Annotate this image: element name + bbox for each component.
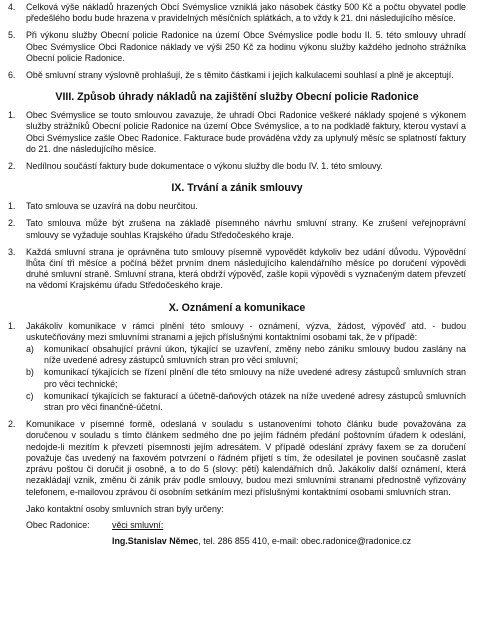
contacts-intro: Jako kontaktní osoby smluvních stran byly určeny: [26, 503, 224, 514]
numbered-item [8, 201, 466, 212]
contact-details: , tel. 286 855 410, e-mail: obec.radonice@radonice.cz [198, 536, 412, 547]
numbered-item [8, 110, 466, 155]
item-number: 2. [8, 161, 16, 172]
item-text: Komunikace v písemné formě, odeslaná v souladu s ustanoveními tohoto článku bude považována za doručenou v souladu s tímto článkem sedmého dne po jejím řádném předání poštovním úřadem k odeslání, nedojde-li mezitím k převzetí písemnosti jejím adresátem. V případě odeslání zprávy faxem se za doručení považuje čas uvedený na faxovém potvrzení o řádném přijetí s tím, že odesilatel je povinen současně zaslat zprávu poštou či doručit ji osobně, a to do 5 (slovy: pěti) kalendářních dnů. Jakákoliv další oznámení, která nezakládají vznik, změnu či zánik práv podle smlouvy, budou mezi smluvními stranami přednostně vyřizovány telefonem, e-mailovou zprávou či osobním setkáním mezi příslušnými kontaktními osobami smluvních stran. [26, 419, 466, 497]
item-number: 1. [8, 201, 16, 212]
item-number: 4. [8, 2, 16, 12]
item-text: Při výkonu služby Obecní policie Radonice na území Obce Svémyslice podle bodu II. 5. této smlouvy uhradí Obec Svémyslice Obci Radonice náklady ve výši 250 Kč za hodinu výkonu služby každého jednoho strážníka Obecní policie Radonice. [26, 30, 466, 63]
item-text: Nedílnou součástí faktury bude dokumentace o výkonu služby dle bodu IV. 1. této smlouvy. [26, 161, 383, 172]
item-number: 3. [8, 246, 16, 257]
item-text: Celková výše nákladů hrazených Obcí Svémyslice vzniklá jako násobek částky 500 Kč a počtu obyvatel podle předešlého bodu bude hrazena v pravidelných měsíčních splátkách, a to vždy k 21. dni následujícího měsíce. [26, 2, 466, 24]
sub-item-letter: c) [26, 390, 34, 401]
sub-item [26, 367, 466, 389]
section-heading-viii: VIII. Způsob úhrady nákladů na zajištění služby Obecní policie Radonice [55, 91, 419, 104]
sub-item [26, 391, 466, 413]
numbered-item [8, 419, 466, 497]
numbered-item [8, 247, 466, 292]
contact-category: věci smluvní: [112, 519, 164, 530]
item-body [26, 321, 466, 414]
numbered-item [8, 2, 466, 24]
item-number: 1. [8, 320, 16, 331]
sub-item-text: komunikací týkajících se fakturací a účetně-daňových otázek na níže uvedené adresy zástupců smluvních stran pro věci finančně-účetní. [44, 390, 466, 413]
contacts-block [26, 504, 466, 548]
numbered-item [8, 161, 466, 172]
item-text: Obec Svémyslice se touto smlouvou zavazuje, že uhradí Obci Radonice veškeré náklady spojené s výkonem služby strážníků Obecní policie Radonice na území Obce Svémyslice, a to na podkladě faktury, kterou vystaví a Obci Svémyslice zašle Obec Radonice. Fakturace bude prováděna vždy za uplynulý měsíc se splatností faktury do 21. dne následujícího měsíce. [26, 110, 466, 154]
contact-detail-row [26, 536, 466, 547]
contact-row [26, 520, 466, 531]
item-number: 2. [8, 419, 16, 430]
item-text: Tato smlouva může být zrušena na základě písemného návrhu smluvní strany. Ke zrušení veřejnoprávní smlouvy se vyžaduje souhlas Krajského úřadu Středočeského kraje. [26, 218, 466, 240]
item-text: Jakákoliv komunikace v rámci plnění této smlouvy - oznámení, výzva, žádost, výpověď atd. - budou uskutečňovány mezi smluvními stranami a jejich příslušnými kontaktními osobami tak, že v případě: [26, 320, 466, 342]
section-heading-ix: IX. Trvání a zánik smlouvy [171, 182, 303, 195]
contact-person: Ing.Stanislav Němec [112, 536, 199, 547]
numbered-item [8, 321, 466, 414]
item-number: 5. [8, 30, 16, 41]
numbered-item [8, 70, 466, 81]
section-heading-x: X. Oznámení a komunikace [168, 301, 306, 314]
numbered-item [8, 30, 466, 64]
item-text: Každá smluvní strana je oprávněna tuto smlouvy písemně vypovědět kdykoliv bez udání důvodu. Výpovědní lhůta činí tři měsíce a počíná běžet prvním dnem následujícího kalendářního měsíce po doručení výpovědi druhé smluvní straně. Smluvní strana, která obdrží výpověď, zašle kopii výpovědi s vyznačeným datem převzetí na vědomí Krajskému úřadu Středočeského kraje. [26, 246, 466, 291]
sub-item [26, 344, 466, 366]
sub-item-text: komunikací týkajících se řízení plnění dle této smlouvy na níže uvedené adresy zástupců smluvních stran pro věci technické; [44, 367, 466, 389]
item-number: 1. [8, 110, 16, 121]
contact-party-label: Obec Radonice: [26, 519, 90, 530]
sub-item-letter: b) [26, 367, 34, 378]
contact-spacer [26, 536, 112, 547]
sub-item-letter: a) [26, 344, 34, 355]
numbered-item [8, 218, 466, 240]
sub-item-text: komunikací obsahující právní úkon, týkající se uzavření, změny nebo zániku smlouvy budou zaslány na níže uvedené adresy zástupců smluvních stran pro věci smluvní; [44, 344, 466, 366]
item-text: Tato smlouva se uzavírá na dobu neurčitou. [26, 201, 198, 212]
item-number: 6. [8, 70, 16, 81]
item-text: Obě smluvní strany výslovně prohlašují, že s těmito částkami i jejich kalkulacemi souhlasí a plně je akceptují. [26, 70, 454, 81]
item-number: 2. [8, 218, 16, 229]
